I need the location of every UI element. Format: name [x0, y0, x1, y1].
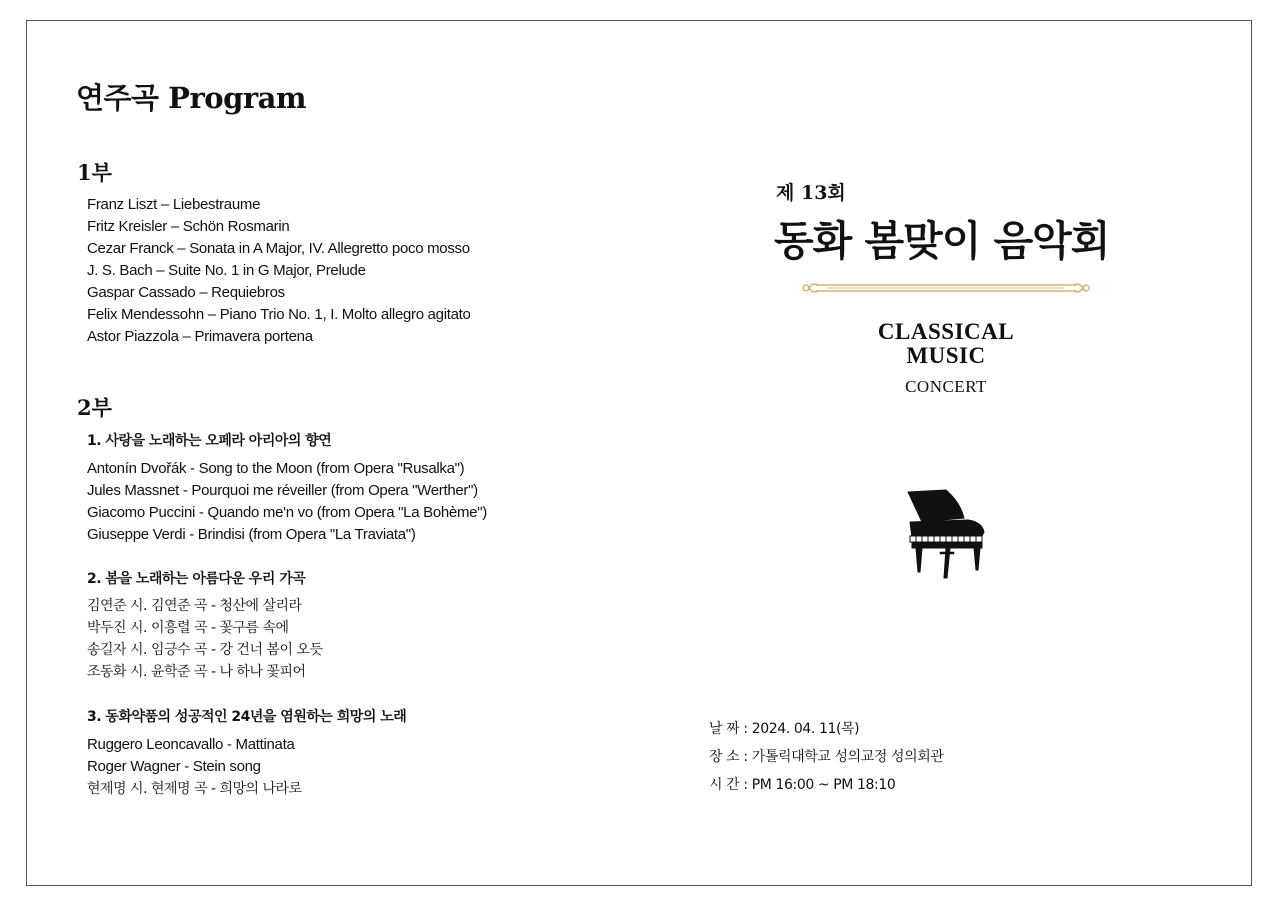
- section-heading-korean-songs: 2. 봄을 노래하는 아름다운 우리 가곡: [87, 571, 306, 587]
- list-item: Felix Mendessohn – Piano Trio No. 1, I. Molto allegro agitato: [87, 306, 471, 323]
- list-item: Giuseppe Verdi - Brindisi (from Opera "La Traviata"): [87, 526, 416, 543]
- edition-label: 제 13회: [776, 182, 846, 204]
- list-item: Fritz Kreisler – Schön Rosmarin: [87, 218, 290, 235]
- list-item: Jules Massnet - Pourquoi me réveiller (from Opera "Werther"): [87, 482, 478, 499]
- list-item: J. S. Bach – Suite No. 1 in G Major, Prelude: [87, 262, 366, 279]
- section-heading-opera: 1. 사랑을 노래하는 오페라 아리아의 향연: [87, 433, 332, 449]
- concert-label: CONCERT: [905, 377, 987, 396]
- event-info: [709, 715, 944, 799]
- part2-heading: 2부: [77, 395, 112, 420]
- part1-list: [87, 194, 471, 348]
- list-item: Antonín Dvořák - Song to the Moon (from Opera "Rusalka"): [87, 460, 465, 477]
- program-title: 연주곡 Program: [76, 81, 307, 115]
- list-item: Gaspar Cassado – Requiebros: [87, 284, 285, 301]
- ornament-divider-icon: [798, 278, 1094, 298]
- list-item: Franz Liszt – Liebestraume: [87, 196, 261, 213]
- list-item: Roger Wagner - Stein song: [87, 758, 261, 775]
- list-item: 박두진 시. 이흥렬 곡 - 꽃구름 속에: [87, 620, 289, 636]
- list-item: Astor Piazzola – Primavera portena: [87, 328, 313, 345]
- list-item: 김연준 시. 김연준 곡 - 청산에 살리라: [87, 598, 302, 614]
- list-item: Giacomo Puccini - Quando me'n vo (from Opera "La Bohème"): [87, 504, 487, 521]
- list-item: 조동화 시. 윤학준 곡 - 나 하나 꽃피어: [87, 664, 306, 680]
- list-item: 현제명 시. 현제명 곡 - 희망의 나라로: [87, 781, 302, 797]
- part1-heading: 1부: [77, 160, 112, 185]
- event-venue: 장 소 : 가톨릭대학교 성의교정 성의회관: [709, 749, 944, 765]
- music-label: MUSIC: [906, 343, 986, 368]
- section-heading-hope-songs: 3. 동화약품의 성공적인 24년을 염원하는 희망의 노래: [87, 709, 407, 725]
- event-date: 날 짜 : 2024. 04. 11(목): [709, 721, 860, 737]
- event-time: 시 간 : PM 16:00 ~ PM 18:10: [709, 777, 896, 793]
- classical-label: CLASSICAL: [877, 319, 1015, 344]
- hope-songs-list: [87, 734, 302, 800]
- concert-title: 동화 봄맞이 음악회: [774, 217, 1110, 265]
- list-item: Ruggero Leoncavallo - Mattinata: [87, 736, 295, 753]
- list-item: Cezar Franck – Sonata in A Major, IV. Allegretto poco mosso: [87, 240, 470, 257]
- grand-piano-icon: [902, 488, 988, 580]
- list-item: 송길자 시. 임긍수 곡 - 강 건너 봄이 오듯: [87, 642, 323, 658]
- opera-list: [87, 458, 487, 546]
- korean-songs-list: [87, 595, 322, 683]
